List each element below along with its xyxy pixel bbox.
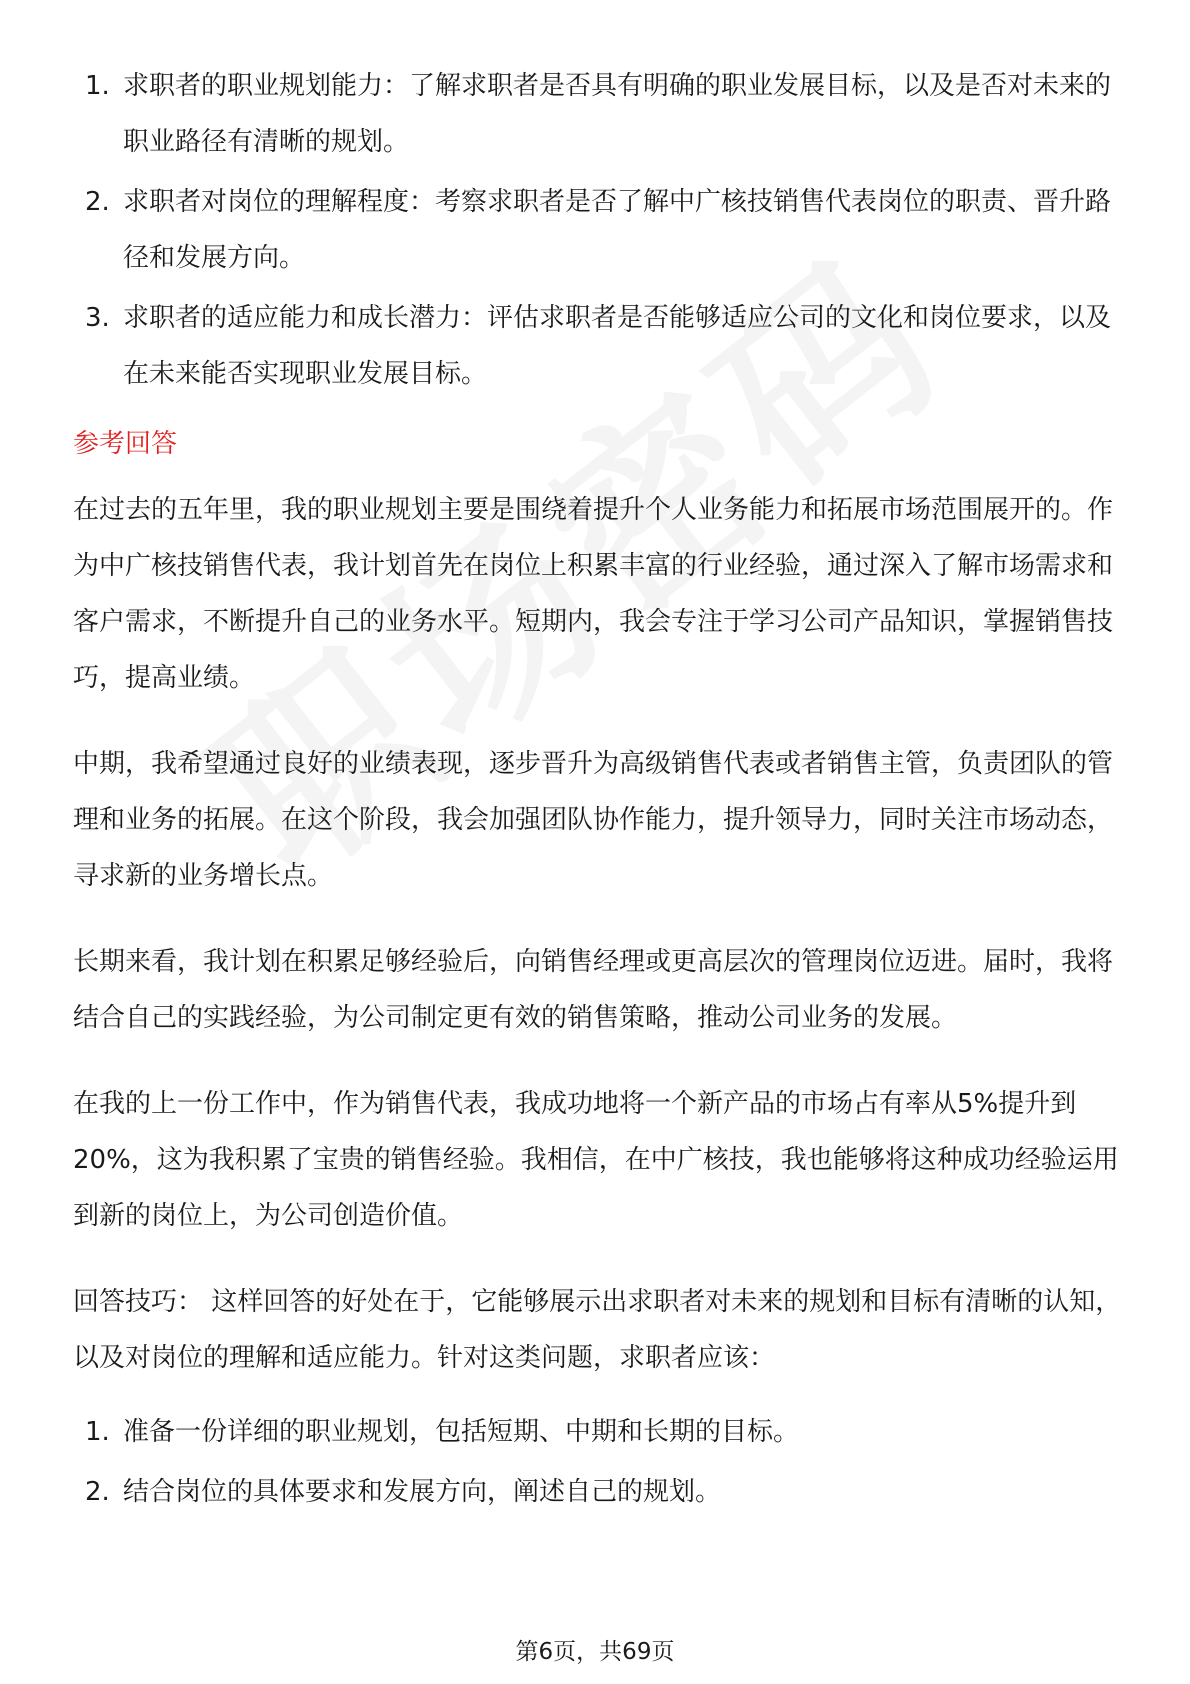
list-text: 准备一份详细的职业规划，包括短期、中期和长期的目标。 <box>123 1417 800 1447</box>
list-text: 求职者的职业规划能力：了解求职者是否具有明确的职业发展目标，以及是否对未来的职业路径有清晰的规划。 <box>123 71 1112 157</box>
list-number: 3. <box>85 303 110 333</box>
page-content <box>73 58 1123 1524</box>
answer-paragraph: 在过去的五年里，我的职业规划主要是围绕着提升个人业务能力和拓展市场范围展开的。作为中广核技销售代表，我计划首先在岗位上积累丰富的行业经验，通过深入了解市场需求和客户需求，不断提升自己的业务水平。短期内，我会专注于学习公司产品知识，掌握销售技巧，提高业绩。 <box>73 495 1114 693</box>
tips-paragraph: 回答技巧： 这样回答的好处在于，它能够展示出求职者对未来的规划和目标有清晰的认知，以及对岗位的理解和适应能力。针对这类问题，求职者应该： <box>73 1287 1122 1373</box>
list-item <box>73 290 1123 402</box>
list-text: 结合岗位的具体要求和发展方向，阐述自己的规划。 <box>123 1477 722 1507</box>
list-text: 求职者对岗位的理解程度：考察求职者是否了解中广核技销售代表岗位的职责、晋升路径和发展方向。 <box>123 187 1112 273</box>
list-item <box>73 58 1123 170</box>
list-item <box>73 1404 1123 1460</box>
list-item <box>73 174 1123 286</box>
tips-list <box>73 1404 1123 1520</box>
list-text: 求职者的适应能力和成长潜力：评估求职者是否能够适应公司的文化和岗位要求，以及在未来能否实现职业发展目标。 <box>123 303 1112 389</box>
answer-paragraph: 长期来看，我计划在积累足够经验后，向销售经理或更高层次的管理岗位迈进。届时，我将结合自己的实践经验，为公司制定更有效的销售策略，推动公司业务的发展。 <box>73 947 1114 1033</box>
list-number: 1. <box>85 71 110 101</box>
criteria-list <box>73 58 1123 402</box>
section-heading: 参考回答 <box>73 429 178 459</box>
list-number: 1. <box>85 1417 110 1447</box>
list-number: 2. <box>85 1477 110 1507</box>
list-item <box>73 1464 1123 1520</box>
answer-paragraph: 在我的上一份工作中，作为销售代表，我成功地将一个新产品的市场占有率从5%提升到20%，这为我积累了宝贵的销售经验。我相信，在中广核技，我也能够将这种成功经验运用到新的岗位上，为公司创造价值。 <box>73 1089 1119 1231</box>
answer-paragraph: 中期，我希望通过良好的业绩表现，逐步晋升为高级销售代表或者销售主管，负责团队的管理和业务的拓展。在这个阶段，我会加强团队协作能力，提升领导力，同时关注市场动态，寻求新的业务增长点。 <box>73 749 1114 891</box>
list-number: 2. <box>85 187 110 217</box>
page-footer: 第6页，共69页 <box>515 1639 675 1665</box>
